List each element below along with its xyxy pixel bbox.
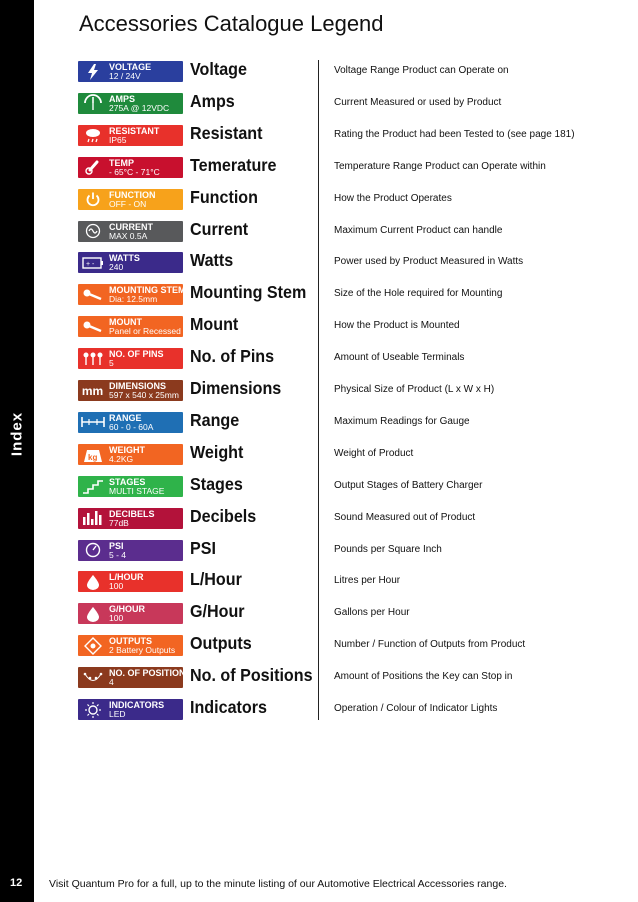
badge-value: OFF - ON <box>109 198 147 209</box>
badge-value: 240 <box>109 262 124 273</box>
legend-row <box>0 380 638 412</box>
battery-icon <box>78 252 107 273</box>
badge-value: MULTI STAGE <box>109 485 165 496</box>
legend-row <box>0 635 638 667</box>
badge-value: 4.2KG <box>109 453 134 464</box>
kg-weight-icon <box>78 444 107 465</box>
legend-description: Maximum Readings for Gauge <box>334 415 470 427</box>
legend-description: Size of the Hole required for Mounting <box>334 288 503 300</box>
legend-badge <box>78 189 183 210</box>
legend-row <box>0 505 638 540</box>
power-icon <box>78 189 107 210</box>
badge-name: DECIBELS <box>109 508 155 519</box>
badge-value: 5 <box>109 358 114 369</box>
badge-name: MOUNT <box>109 317 142 328</box>
badge-name: INDICATORS <box>109 700 165 710</box>
legend-term: Current <box>190 218 249 239</box>
legend-term: Function <box>190 186 258 207</box>
legend-term: L/Hour <box>190 569 242 590</box>
badge-value: MAX 0.5A <box>109 230 148 241</box>
legend-term: Mount <box>190 314 239 335</box>
mm-icon: mm <box>81 383 104 398</box>
legend-row <box>0 473 638 508</box>
badge-value: - 65°C - 71°C <box>109 166 160 177</box>
legend-row <box>0 252 638 284</box>
legend-badge <box>78 316 183 337</box>
legend-description: How the Product is Mounted <box>334 320 460 332</box>
screw-icon <box>78 284 107 305</box>
page-title: Accessories Catalogue Legend <box>79 11 384 36</box>
footer-text: Visit Quantum Pro for a full, up to the minute listing of our Automotive Electrical Accessories range. <box>49 878 507 890</box>
legend-badge <box>78 93 183 114</box>
legend-badge <box>78 571 183 592</box>
badge-value: 100 <box>109 613 124 624</box>
sound-bars-icon <box>78 508 107 529</box>
badge-name: OUTPUTS <box>109 636 153 647</box>
range-scale-icon <box>78 412 107 433</box>
badge-name: RESISTANT <box>109 125 160 136</box>
badge-name: MOUNTING STEM <box>109 285 186 296</box>
legend-description: Maximum Current Product can handle <box>334 224 503 236</box>
badge-name: L/HOUR <box>109 572 144 583</box>
legend-term: PSI <box>190 537 216 558</box>
legend-description: Rating the Product had been Tested to (see page 181) <box>334 128 575 140</box>
legend-term: Weight <box>190 441 244 462</box>
droplet-icon <box>78 571 107 592</box>
legend-term: G/Hour <box>190 601 245 622</box>
legend-badge <box>78 348 183 369</box>
legend-term: Range <box>190 409 240 430</box>
legend-description: Amount of Useable Terminals <box>334 352 465 364</box>
legend-description: How the Product Operates <box>334 192 452 204</box>
badge-name: G/HOUR <box>109 604 145 615</box>
badge-value: 77dB <box>109 517 129 528</box>
sidebar-index-label: Index <box>8 411 26 457</box>
legend-term: Amps <box>190 90 235 111</box>
legend-term: Watts <box>190 250 234 271</box>
badge-value: 12 / 24V <box>109 71 141 81</box>
bulb-icon <box>78 699 107 720</box>
legend-row <box>0 90 638 125</box>
legend-row <box>0 571 638 603</box>
badge-value: 60 - 0 - 60A <box>109 421 154 432</box>
legend-badge <box>78 699 183 720</box>
legend-description: Weight of Product <box>334 447 414 459</box>
legend-badge <box>78 157 183 178</box>
badge-value: 100 <box>109 581 124 592</box>
legend-row <box>0 61 638 93</box>
legend-description: Amount of Positions the Key can Stop in <box>334 671 513 683</box>
legend-badge <box>78 635 183 656</box>
legend-description: Physical Size of Product (L x W x H) <box>334 384 495 395</box>
legend-description: Litres per Hour <box>334 575 401 587</box>
lightning-icon <box>78 61 107 82</box>
legend-term: Temerature <box>190 154 277 175</box>
legend-row <box>0 154 638 189</box>
badge-value: Panel or Recessed <box>109 326 181 337</box>
legend-term: Outputs <box>190 633 252 654</box>
badge-name: PSI <box>109 540 124 551</box>
legend-badge <box>78 380 183 401</box>
legend-term: Voltage <box>190 59 247 79</box>
legend-term: Dimensions <box>190 378 282 398</box>
page-number: 12 <box>10 877 23 889</box>
legend-description: Voltage Range Product can Operate on <box>334 65 509 76</box>
legend-badge <box>78 61 183 82</box>
legend-row <box>0 186 638 221</box>
badge-name: STAGES <box>109 476 146 487</box>
legend-term: No. of Positions <box>190 665 313 686</box>
legend-term: Decibels <box>190 505 257 526</box>
legend-description: Gallons per Hour <box>334 607 410 619</box>
psi-gauge-icon <box>78 540 107 561</box>
legend-term: No. of Pins <box>190 346 275 367</box>
badge-value: 5 - 4 <box>109 549 127 560</box>
legend-row <box>0 316 638 348</box>
legend-description: Number / Function of Outputs from Product <box>334 639 526 651</box>
legend-description: Current Measured or used by Product <box>334 96 502 108</box>
legend-term: Mounting Stem <box>190 282 307 303</box>
badge-name: RANGE <box>109 412 142 423</box>
legend-badge <box>78 508 183 529</box>
legend-badge <box>78 444 183 465</box>
legend-row <box>0 284 638 316</box>
badge-name: VOLTAGE <box>109 62 152 72</box>
legend-row <box>0 603 638 635</box>
badge-value: Dia: 12.5mm <box>109 294 158 305</box>
droplet-icon <box>78 603 107 624</box>
legend-badge <box>78 412 183 433</box>
thermometer-icon <box>78 157 107 178</box>
badge-value: IP65 <box>109 134 127 145</box>
badge-name: NO. OF PINS <box>109 349 164 360</box>
legend-description: Sound Measured out of Product <box>334 511 476 523</box>
stairs-icon <box>78 476 107 497</box>
pins-icon <box>78 348 107 369</box>
legend-row <box>0 667 638 699</box>
legend-row <box>0 409 638 444</box>
legend-description: Power used by Product Measured in Watts <box>334 256 524 268</box>
screw-icon <box>78 316 107 337</box>
positions-icon <box>78 667 107 688</box>
badge-name: WATTS <box>109 253 140 264</box>
badge-value: 597 x 540 x 25mm <box>109 390 179 400</box>
legend-description: Pounds per Square Inch <box>334 543 442 555</box>
legend-term: Stages <box>190 473 243 494</box>
legend-row <box>0 699 638 731</box>
ac-wave-icon <box>78 221 107 242</box>
badge-value: 4 <box>109 677 114 688</box>
svg-text:+ -: + - <box>85 260 94 268</box>
svg-text:kg: kg <box>87 452 97 462</box>
legend-row <box>0 537 638 572</box>
legend-description: Output Stages of Battery Charger <box>334 479 483 491</box>
legend-badge <box>78 476 183 497</box>
legend-badge <box>78 667 192 688</box>
legend-row <box>0 348 638 380</box>
badge-name: DIMENSIONS <box>109 381 167 391</box>
badge-name: NO. OF POSITIONS <box>109 668 192 679</box>
legend-badge <box>78 221 183 242</box>
legend-row <box>0 218 638 253</box>
badge-value: 2 Battery Outputs <box>109 645 176 656</box>
badge-name: TEMP <box>109 157 135 168</box>
legend-description: Operation / Colour of Indicator Lights <box>334 703 498 714</box>
legend-description: Temperature Range Product can Operate within <box>334 160 546 172</box>
badge-name: FUNCTION <box>109 189 156 200</box>
legend-badge <box>78 540 183 561</box>
badge-name: CURRENT <box>109 221 153 232</box>
legend-badge <box>78 252 183 273</box>
legend-badge <box>78 125 183 146</box>
legend-row <box>0 122 638 157</box>
badge-name: WEIGHT <box>109 444 145 455</box>
badge-name: AMPS <box>109 93 136 104</box>
badge-value: 275A @ 12VDC <box>109 102 170 113</box>
legend-row <box>0 441 638 476</box>
legend-term: Indicators <box>190 697 267 717</box>
gauge-icon <box>78 93 107 114</box>
outputs-icon <box>78 635 107 656</box>
rain-cloud-icon <box>78 125 107 146</box>
legend-term: Resistant <box>190 122 263 143</box>
legend-badge <box>78 284 186 305</box>
badge-value: LED <box>109 709 126 719</box>
legend-badge <box>78 603 183 624</box>
